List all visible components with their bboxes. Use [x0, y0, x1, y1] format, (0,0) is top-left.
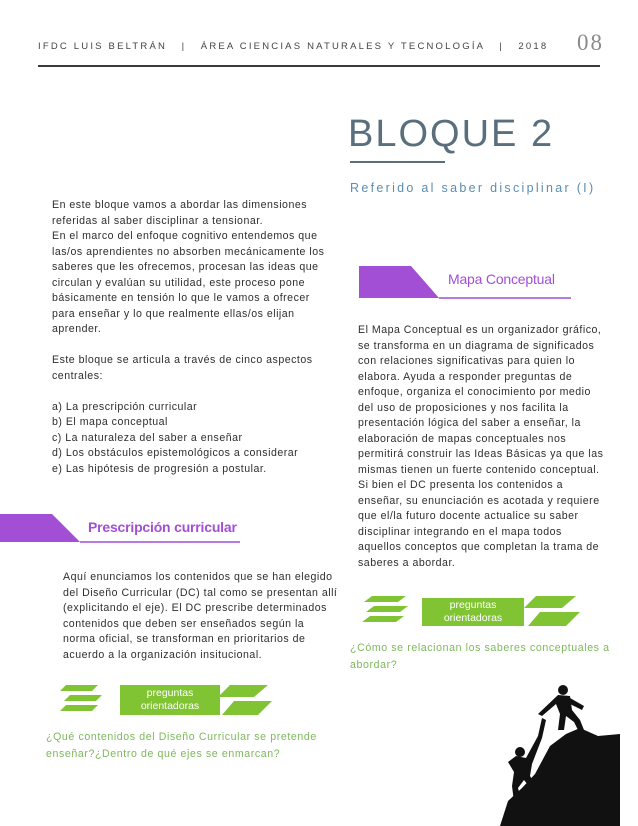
header-area: ÁREA CIENCIAS NATURALES Y TECNOLOGÍA — [200, 41, 485, 52]
header-separator: | — [489, 41, 514, 52]
prescripcion-text: Aquí enunciamos los contenidos que se han elegido del Diseño Curricular (DC) tal como se presentan allí (explicitando el eje). El DC prescribe determinados contenidos que deben ser enseñados según la norma oficial, se transforman en prioritarios de acuerdo a la organización insitucional. — [63, 571, 338, 661]
page-number: 08 — [577, 30, 604, 55]
header-divider — [38, 65, 600, 67]
header-separator: | — [171, 41, 196, 52]
prescripcion-preguntas-banner — [58, 683, 278, 717]
page-title: BLOQUE 2 — [348, 113, 555, 155]
mapa-title: Mapa Conceptual — [448, 271, 555, 287]
intro-text: En este bloque vamos a abordar las dimensiones referidas al saber disciplinar a tensionar. En el marco del enfoque cognitivo entendemos que las/os aprendientes no absorben mecánicamente los saberes que les ofrecemos, procesan las ideas que circulan y evalúan su utilidad, este proceso pone básicamente en tensión lo que le vamos a ofrecer para enseñar y lo que realmente ellas/os elijan aprender. Este bloque se articula a través de cinco aspectos centrales: a) La prescripción curricular b) El mapa conceptual c) La naturaleza del saber a enseñar d) Los obstáculos epistemológicos a considerar e) Las hipótesis de progresión a postular. — [52, 199, 325, 475]
mapa-text: El Mapa Conceptual es un organizador gráfico, se transforma en un diagrama de significados con relaciones significativas para quien lo elabora. Ayuda a responder preguntas de enfoque, organiza el conocimiento por medio del uso de proposiciones y nos facilita la presentación lógica del saber a enseñar, la elaboración de mapas conceptuales nos permitirá construir las Ideas Básicas ya que las mismas tienen un fuerte contenido conceptual. Si bien el DC presenta los contenidos a enseñar, su enunciación es acotada y requiere que el/la futuro docente actualice su saber disciplinar integrando en el mapa todos aquellos conceptos que completan la trama de saberes a abordar. — [358, 324, 604, 569]
mapa-question: ¿Cómo se relacionan los saberes conceptuales a abordar? — [350, 642, 610, 671]
climbers-illustration — [480, 676, 620, 826]
prescripcion-preguntas-label: preguntas orientadoras — [120, 685, 220, 715]
header-institution: IFDC LUIS BELTRÁN — [38, 41, 168, 52]
prescripcion-question: ¿Qué contenidos del Diseño Curricular se pretende enseñar?¿Dentro de qué ejes se enmarcan? — [46, 731, 317, 760]
mapa-preguntas-label: preguntas orientadoras — [422, 598, 524, 626]
title-underline — [350, 161, 445, 163]
running-header — [38, 41, 548, 52]
page-subtitle: Referido al saber disciplinar (I) — [350, 181, 596, 195]
mapa-preguntas-banner — [360, 594, 585, 628]
header-year: 2018 — [518, 41, 549, 52]
prescripcion-ribbon — [0, 512, 240, 544]
mapa-ribbon — [359, 264, 599, 300]
prescripcion-title: Prescripción curricular — [88, 519, 237, 535]
